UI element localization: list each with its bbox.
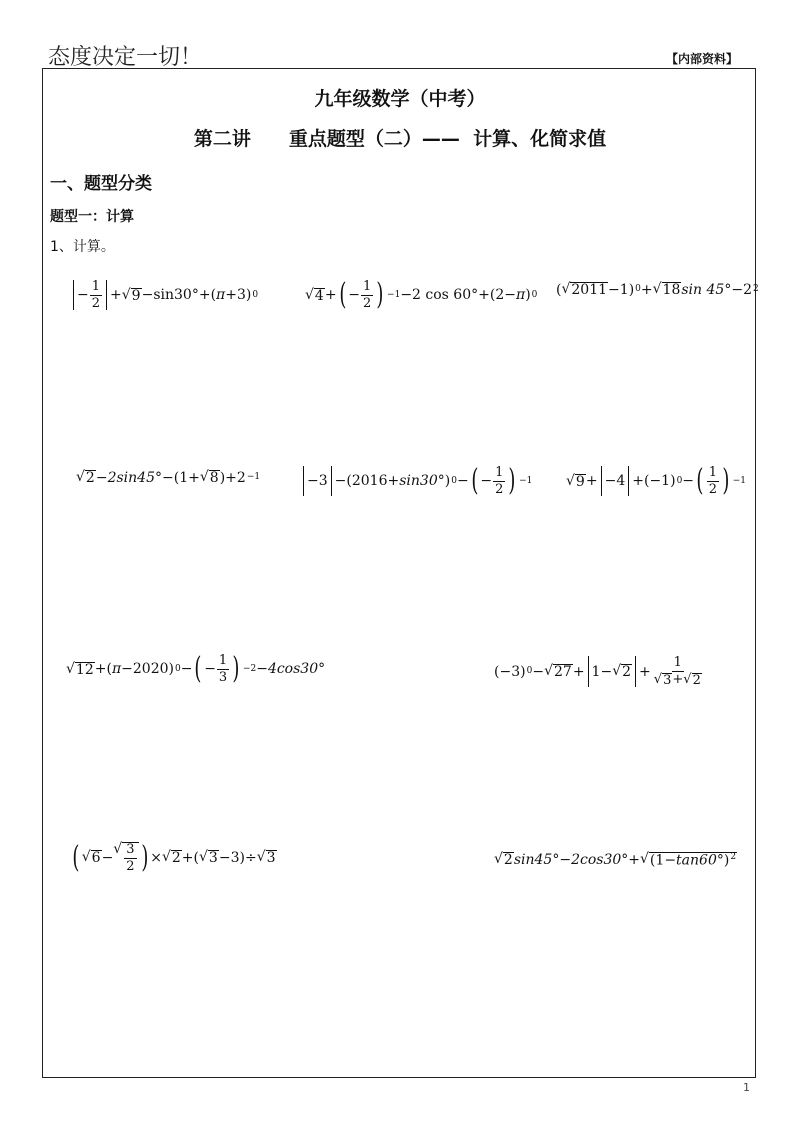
sqrt: √ 2 — [76, 469, 95, 486]
fraction: $\frac{1}{2}$ — [363, 279, 372, 311]
question-label: 1、计算。 — [50, 239, 115, 255]
sqrt: √ 4 — [305, 286, 324, 304]
sqrt: √ 3 — [256, 849, 276, 867]
fraction: $\frac{1}{2}$ — [91, 279, 101, 311]
page-number: 1 — [743, 1081, 750, 1094]
fraction: 1 √ 3 + √ 2 — [653, 655, 701, 688]
subsection-heading: 题型一：计算 — [50, 209, 134, 225]
expression-3: ( √ 2011 − 1 ) 0 + √ 18 sin 45° − 2 2 — [556, 281, 759, 298]
sqrt: √ 9 — [566, 472, 585, 490]
sqrt: √ 2 — [683, 671, 701, 688]
sqrt: √ 18 — [652, 281, 681, 298]
sqrt: √ 6 — [81, 849, 101, 867]
expression-7: √ 12 + ( π − 2020 ) 0 − ( − $\frac{1}{3}$ ) −2 − 4cos30° — [66, 651, 326, 687]
expression-5: − 3 − ( 2016 + sin30° ) 0 − ( − $\frac{1}{2}$ ) −1 — [300, 466, 532, 496]
sqrt: √ 3 — [199, 849, 218, 867]
sqrt: √ 2 — [612, 663, 632, 681]
internal-tag: 【内部资料】 — [665, 52, 738, 66]
lecture-title: 第二讲 重点题型（二）—— 计算、化简求值 — [193, 128, 607, 150]
expression-10: √ 2 sin45° − 2cos30° + √ $(1-\tan 60^\circ)^2$ — [494, 851, 737, 869]
fraction: $\frac{1}{2}$ — [708, 465, 718, 497]
section-heading: 一、题型分类 — [50, 174, 152, 194]
page-frame — [42, 68, 756, 1078]
expression-6: √ 9 + − 4 + ( − 1 ) 0 − ( $\frac{1}{2}$ ) −1 — [566, 463, 747, 499]
sqrt: √ $\frac{3}{2}$ — [113, 842, 138, 873]
sqrt: √ 12 — [66, 660, 94, 678]
sqrt: √ 2011 — [561, 281, 608, 298]
expression-8: ( − 3 ) 0 − √ 27 + 1 − √ 2 + 1 √ 3 + √ 2 — [494, 656, 705, 687]
sqrt: √ 27 — [544, 663, 572, 681]
sqrt: √ 3 — [653, 671, 672, 688]
fraction: $\frac{3}{2}$ — [126, 842, 135, 874]
sqrt: √ $(1-\tan 60^\circ)^2$ — [640, 851, 737, 869]
fraction: $\frac{1}{2}$ — [495, 465, 504, 497]
page-title: 九年级数学（中考） — [314, 88, 486, 110]
sqrt: √ 9 — [121, 286, 141, 304]
slogan: 态度决定一切！ — [48, 45, 203, 70]
expression-1: − $\frac{1}{2}$ + √ 9 − sin30° + ( π + 3 ) 0 — [70, 280, 258, 310]
sqrt: √ 2 — [161, 849, 181, 867]
expression-4: √ 2 − 2sin45° − ( 1 + √ 8 ) + 2 −1 — [76, 469, 261, 486]
expression-9: ( √ 6 − √ $\frac{3}{2}$ ) × √ 2 + ( √ 3 − 3 ) ÷ √ 3 — [72, 839, 276, 875]
fraction: $\frac{1}{3}$ — [218, 653, 228, 685]
sqrt: √ 2 — [494, 851, 513, 869]
sqrt: √ 8 — [199, 469, 219, 486]
expression-2: √ 4 + ( − $\frac{1}{2}$ ) −1 − 2 cos 60° + ( 2 − π ) 0 — [305, 277, 538, 313]
